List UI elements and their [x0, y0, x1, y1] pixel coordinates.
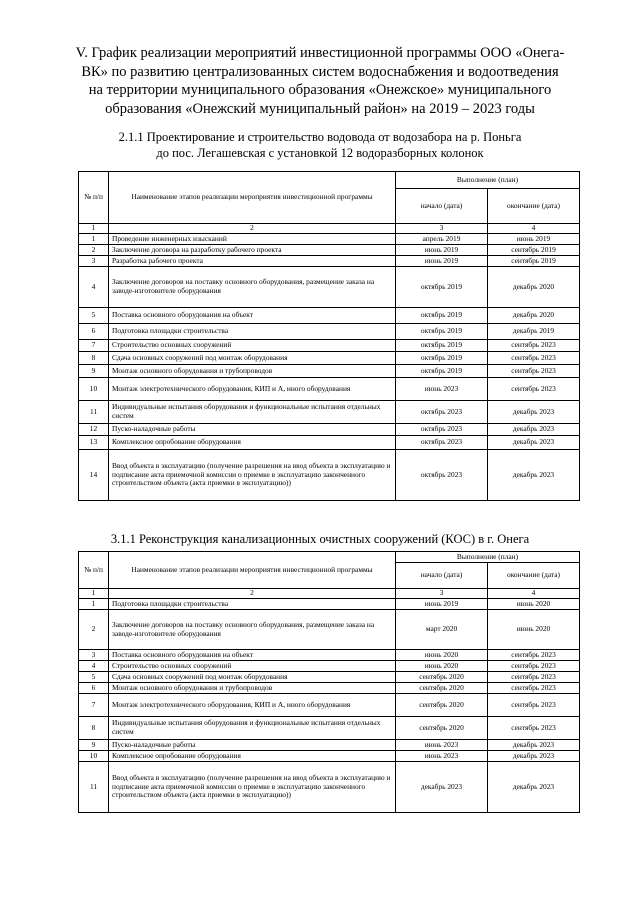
end-date: сентябрь 2023: [488, 340, 580, 352]
schedule-table: [78, 551, 580, 813]
start-date: октябрь 2023: [396, 436, 488, 450]
end-date: декабрь 2020: [488, 267, 580, 308]
start-date: октябрь 2023: [396, 401, 488, 424]
table-row: [79, 245, 580, 256]
start-date: октябрь 2023: [396, 450, 488, 501]
end-date: июнь 2019: [488, 234, 580, 245]
end-date: сентябрь 2019: [488, 245, 580, 256]
row-number: 7: [79, 340, 109, 352]
section-title-line: до пос. Легашевская с установкой 12 водоразборных колонок: [156, 145, 484, 160]
header-plan: Выполнение (план): [396, 172, 580, 189]
start-date: июнь 2019: [396, 245, 488, 256]
table-row: [79, 740, 580, 751]
end-date: июнь 2020: [488, 610, 580, 650]
start-date: октябрь 2019: [396, 308, 488, 324]
stage-name: Пуско-наладочные работы: [109, 740, 396, 751]
start-date: октябрь 2019: [396, 324, 488, 340]
stage-name: Индивидуальные испытания оборудования и функциональные испытания отдельных систем: [109, 401, 396, 424]
column-number: 2: [109, 589, 396, 599]
row-number: 8: [79, 352, 109, 365]
stage-name: Подготовка площадки строительства: [109, 324, 396, 340]
start-date: сентябрь 2020: [396, 672, 488, 683]
row-number: 5: [79, 308, 109, 324]
stage-name: Заключение договоров на поставку основного оборудования, размещение заказа на заводе-изготовителе оборудования: [109, 267, 396, 308]
table-row: [79, 599, 580, 610]
table-row: [79, 762, 580, 813]
row-number: 6: [79, 324, 109, 340]
table-row: [79, 450, 580, 501]
header-name: Наименование этапов реализации мероприятия инвестиционной программы: [109, 552, 396, 589]
row-number: 3: [79, 256, 109, 267]
stage-name: Монтаж основного оборудования и трубопроводов: [109, 365, 396, 378]
row-number: 1: [79, 234, 109, 245]
stage-name: Заключение договора на разработку рабочего проекта: [109, 245, 396, 256]
end-date: декабрь 2020: [488, 308, 580, 324]
section-title: [56, 130, 584, 161]
schedule-table: [78, 171, 580, 501]
column-number: 1: [79, 224, 109, 234]
start-date: июнь 2020: [396, 661, 488, 672]
row-number: 10: [79, 378, 109, 401]
stage-name: Монтаж электротехнического оборудования, КИП и А, иного оборудования: [109, 378, 396, 401]
start-date: июнь 2019: [396, 599, 488, 610]
page-title-line: V. График реализации мероприятий инвестиционной программы ООО «Онега-: [75, 45, 565, 61]
start-date: апрель 2019: [396, 234, 488, 245]
row-number: 11: [79, 762, 109, 813]
page-title-line: образования «Онежский муниципальный район» на 2019 – 2023 годы: [105, 100, 535, 117]
start-date: сентябрь 2020: [396, 717, 488, 740]
stage-name: Индивидуальные испытания оборудования и функциональные испытания отдельных систем: [109, 717, 396, 740]
row-number: 11: [79, 401, 109, 424]
stage-name: Строительство основных сооружений: [109, 340, 396, 352]
column-number: 4: [488, 589, 580, 599]
end-date: сентябрь 2023: [488, 352, 580, 365]
row-number: 4: [79, 267, 109, 308]
table-row: [79, 717, 580, 740]
start-date: октябрь 2019: [396, 340, 488, 352]
table-row: [79, 308, 580, 324]
page-title-line: ВК» по развитию централизованных систем водоснабжения и водоотведения: [81, 63, 559, 80]
row-number: 9: [79, 740, 109, 751]
table-row: [79, 672, 580, 683]
stage-name: Сдача основных сооружений под монтаж оборудования: [109, 352, 396, 365]
header-plan: Выполнение (план): [396, 552, 580, 563]
stage-name: Разработка рабочего проекта: [109, 256, 396, 267]
schedule-table-body: [79, 599, 580, 813]
column-number: 1: [79, 589, 109, 599]
end-date: декабрь 2019: [488, 324, 580, 340]
table-row: [79, 424, 580, 436]
table-row: [79, 365, 580, 378]
section-title-line: 3.1.1 Реконструкция канализационных очистных сооружений (КОС) в г. Онега: [110, 532, 530, 546]
start-date: июнь 2023: [396, 378, 488, 401]
end-date: сентябрь 2023: [488, 717, 580, 740]
section-title: [56, 532, 584, 548]
start-date: сентябрь 2020: [396, 694, 488, 717]
start-date: октябрь 2019: [396, 352, 488, 365]
row-number: 14: [79, 450, 109, 501]
stage-name: Ввод объекта в эксплуатацию (получение разрешения на ввод объекта в эксплуатацию и подписание акта приемочной комиссии о приемке в эксплуатацию законченного строительством объекта (акта приемки в эксплуатацию)): [109, 450, 396, 501]
row-number: 3: [79, 650, 109, 661]
end-date: декабрь 2023: [488, 740, 580, 751]
start-date: июнь 2023: [396, 740, 488, 751]
start-date: июнь 2019: [396, 256, 488, 267]
end-date: декабрь 2023: [488, 751, 580, 762]
table-row: [79, 378, 580, 401]
end-date: декабрь 2023: [488, 450, 580, 501]
table-row: [79, 234, 580, 245]
table-row: [79, 267, 580, 308]
end-date: декабрь 2023: [488, 401, 580, 424]
start-date: октябрь 2019: [396, 365, 488, 378]
table-row: [79, 401, 580, 424]
table-row: [79, 683, 580, 694]
end-date: сентябрь 2023: [488, 365, 580, 378]
end-date: сентябрь 2023: [488, 672, 580, 683]
end-date: декабрь 2023: [488, 436, 580, 450]
stage-name: Строительство основных сооружений: [109, 661, 396, 672]
header-num: № п/п: [79, 552, 109, 589]
start-date: декабрь 2023: [396, 762, 488, 813]
end-date: сентябрь 2023: [488, 683, 580, 694]
start-date: июнь 2020: [396, 650, 488, 661]
table-row: [79, 436, 580, 450]
row-number: 5: [79, 672, 109, 683]
table-row: [79, 324, 580, 340]
row-number: 9: [79, 365, 109, 378]
row-number: 2: [79, 610, 109, 650]
header-end: окончание (дата): [488, 563, 580, 589]
stage-name: Проведение инженерных изысканий: [109, 234, 396, 245]
table-row: [79, 340, 580, 352]
table-row: [79, 694, 580, 717]
start-date: сентябрь 2020: [396, 683, 488, 694]
table-row: [79, 650, 580, 661]
end-date: декабрь 2023: [488, 424, 580, 436]
stage-name: Комплексное опробование оборудования: [109, 436, 396, 450]
section-title-line: 2.1.1 Проектирование и строительство водовода от водозабора на р. Поньга: [118, 130, 522, 144]
start-date: июнь 2023: [396, 751, 488, 762]
row-number: 10: [79, 751, 109, 762]
header-start: начало (дата): [396, 563, 488, 589]
stage-name: Монтаж основного оборудования и трубопроводов: [109, 683, 396, 694]
end-date: сентябрь 2019: [488, 256, 580, 267]
stage-name: Монтаж электротехнического оборудования, КИП и А, иного оборудования: [109, 694, 396, 717]
row-number: 4: [79, 661, 109, 672]
end-date: сентябрь 2023: [488, 694, 580, 717]
stage-name: Сдача основных сооружений под монтаж оборудования: [109, 672, 396, 683]
stage-name: Подготовка площадки строительства: [109, 599, 396, 610]
stage-name: Пуско-наладочные работы: [109, 424, 396, 436]
header-end: окончание (дата): [488, 189, 580, 224]
stage-name: Ввод объекта в эксплуатацию (получение разрешения на ввод объекта в эксплуатацию и подписание акта приемочной комиссии о приемке в эксплуатацию законченного строительством объекта (акта приемки в эксплуатацию)): [109, 762, 396, 813]
column-number: 3: [396, 589, 488, 599]
stage-name: Поставка основного оборудования на объект: [109, 650, 396, 661]
header-start: начало (дата): [396, 189, 488, 224]
row-number: 6: [79, 683, 109, 694]
schedule-table-body: [79, 234, 580, 501]
column-number: 2: [109, 224, 396, 234]
header-name: Наименование этапов реализации мероприятия инвестиционной программы: [109, 172, 396, 224]
page-title-line: на территории муниципального образования «Онежское» муниципального: [88, 82, 552, 98]
row-number: 12: [79, 424, 109, 436]
table-row: [79, 256, 580, 267]
row-number: 13: [79, 436, 109, 450]
row-number: 2: [79, 245, 109, 256]
column-number: 3: [396, 224, 488, 234]
stage-name: Поставка основного оборудования на объект: [109, 308, 396, 324]
end-date: сентябрь 2023: [488, 650, 580, 661]
table-row: [79, 661, 580, 672]
end-date: июнь 2020: [488, 599, 580, 610]
row-number: 1: [79, 599, 109, 610]
page-title: [56, 44, 584, 118]
table-row: [79, 751, 580, 762]
table-row: [79, 352, 580, 365]
start-date: октябрь 2023: [396, 424, 488, 436]
end-date: сентябрь 2023: [488, 378, 580, 401]
column-number: 4: [488, 224, 580, 234]
stage-name: Комплексное опробование оборудования: [109, 751, 396, 762]
row-number: 8: [79, 717, 109, 740]
stage-name: Заключение договоров на поставку основного оборудования, размещение заказа на заводе-изготовителе оборудования: [109, 610, 396, 650]
end-date: декабрь 2023: [488, 762, 580, 813]
row-number: 7: [79, 694, 109, 717]
header-num: № п/п: [79, 172, 109, 224]
table-row: [79, 610, 580, 650]
end-date: сентябрь 2023: [488, 661, 580, 672]
start-date: октябрь 2019: [396, 267, 488, 308]
start-date: март 2020: [396, 610, 488, 650]
